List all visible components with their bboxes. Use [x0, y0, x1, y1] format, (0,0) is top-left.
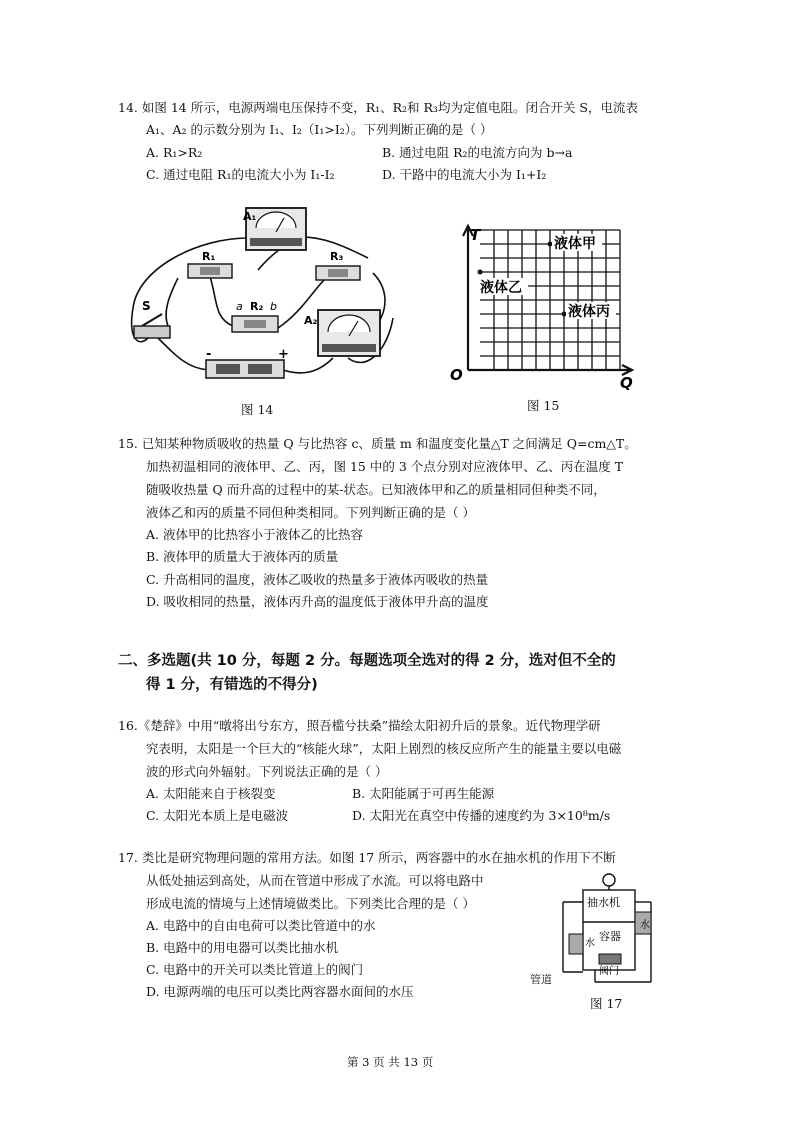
ammeter-a2-icon — [318, 310, 380, 356]
q15-line1: 15. 已知某种物质吸收的热量 Q 与比热容 c、质量 m 和温度变化量△T 之间满足 Q=cm△T。 — [118, 436, 637, 451]
resistor-r2-icon — [232, 316, 278, 332]
label-b: b — [270, 300, 277, 313]
label-valve: 阀门 — [599, 966, 619, 977]
battery-icon — [206, 360, 284, 378]
figure-14-caption: 图 14 — [241, 402, 274, 417]
label-pipe: 管道 — [530, 973, 552, 986]
q15-option-a: A. 液体甲的比热容小于液体乙的比热容 — [146, 527, 363, 542]
q14-option-d: D. 干路中的电流大小为 I₁+I₂ — [382, 167, 547, 182]
figure-14-circuit — [118, 198, 418, 388]
q15-line2: 加热初温相同的液体甲、乙、丙，图 15 中的 3 个点分别对应液体甲、乙、丙在温度 T — [146, 459, 624, 474]
q16-line2: 究表明，太阳是一个巨大的“核能火球”，太阳上剧烈的核反应所产生的能量主要以电磁 — [146, 741, 622, 756]
q17-line2: 从低处抽运到高处，从而在管道中形成了水流。可以将电路中 — [146, 873, 484, 888]
q17-option-d: D. 电源两端的电压可以类比两容器水面间的水压 — [146, 984, 414, 999]
axis-x-label: Q — [620, 374, 633, 390]
resistor-r1-icon — [188, 264, 232, 278]
point-bing — [562, 312, 567, 317]
q16-line3: 波的形式向外辐射。下列说法正确的是（ ） — [146, 764, 388, 779]
q17-option-a: A. 电路中的自由电荷可以类比管道中的水 — [146, 918, 376, 933]
figure-17-caption: 图 17 — [590, 996, 623, 1011]
point-jia — [548, 242, 553, 247]
label-container: 容器 — [599, 930, 621, 943]
label-r3: R₃ — [330, 250, 344, 263]
label-liquid-jia: 液体甲 — [554, 236, 596, 252]
q17-line3: 形成电流的情境与上述情境做类比。下列类比合理的是（ ） — [146, 896, 475, 911]
q17-option-c: C. 电路中的开关可以类比管道上的阀门 — [146, 962, 364, 977]
q14-option-c: C. 通过电阻 R₁的电流大小为 I₁-I₂ — [146, 167, 335, 182]
point-yi — [478, 270, 483, 275]
q14-option-a: A. R₁>R₂ — [146, 145, 203, 160]
switch-s-icon — [134, 314, 170, 338]
label-a2: A₂ — [304, 314, 318, 327]
q16-line1: 16.《楚辞》中用“暾将出兮东方，照吾槛兮扶桑”描绘太阳初升后的景象。近代物理学研 — [118, 718, 601, 733]
page-footer: 第 3 页 共 13 页 — [347, 1055, 434, 1069]
label-liquid-yi: 液体乙 — [480, 280, 522, 296]
q15-option-b: B. 液体甲的质量大于液体丙的质量 — [146, 549, 339, 564]
q17-option-b: B. 电路中的用电器可以类比抽水机 — [146, 940, 339, 955]
section-2-heading-line1: 二、多选题(共 10 分，每题 2 分。每题选项全选对的得 2 分，选对但不全的 — [118, 653, 616, 669]
label-minus: - — [206, 347, 212, 362]
label-r2: R₂ — [250, 300, 264, 313]
origin-label: O — [450, 366, 463, 384]
pump-wheel-icon — [603, 874, 615, 886]
q15-option-c: C. 升高相同的温度，液体乙吸收的热量多于液体丙吸收的热量 — [146, 572, 489, 587]
q15-line4: 液体乙和丙的质量不同但种类相同。下列判断正确的是（ ） — [146, 505, 475, 520]
label-a1: A₁ — [243, 210, 257, 223]
q16-option-d: D. 太阳光在真空中传播的速度约为 3×10⁸m/s — [352, 808, 611, 823]
label-r1: R₁ — [202, 250, 216, 263]
resistor-r3-icon — [316, 266, 360, 280]
q17-line1: 17. 类比是研究物理问题的常用方法。如图 17 所示，两容器中的水在抽水机的作用下不断 — [118, 850, 616, 865]
q15-line3: 随吸收热量 Q 而升高的过程中的某-状态。已知液体甲和乙的质量相同但种类不同， — [146, 482, 606, 497]
q16-option-b: B. 太阳能属于可再生能源 — [352, 786, 495, 801]
figure-17-diagram — [555, 872, 657, 992]
q16-option-a: A. 太阳能来自于核裂变 — [146, 786, 276, 801]
label-liquid-bing: 液体丙 — [568, 304, 610, 320]
q15-option-d: D. 吸收相同的热量，液体丙升高的温度低于液体甲升高的温度 — [146, 594, 489, 609]
label-s: S — [142, 299, 151, 313]
valve-icon — [599, 954, 621, 964]
q14-option-b: B. 通过电阻 R₂的电流方向为 b→a — [382, 145, 573, 160]
q14-stem-line1: 14. 如图 14 所示，电源两端电压保持不变，R₁、R₂和 R₃均为定值电阻。闭合开关 S，电流表 — [118, 100, 638, 115]
q16-option-c: C. 太阳光本质上是电磁波 — [146, 808, 289, 823]
figure-15-caption: 图 15 — [527, 398, 560, 413]
axis-y-label: T — [470, 226, 481, 244]
label-water-left: 水 — [585, 938, 595, 949]
q14-stem-line2: A₁、A₂ 的示数分别为 I₁、I₂（I₁>I₂）。下列判断正确的是（ ） — [146, 122, 493, 137]
label-water-right: 水 — [640, 920, 650, 931]
section-2-heading-line2: 得 1 分，有错选的不得分) — [146, 677, 318, 693]
figure-15-graph — [448, 220, 638, 390]
label-a: a — [236, 300, 243, 313]
label-pump: 抽水机 — [587, 896, 620, 909]
label-plus: + — [278, 347, 289, 362]
